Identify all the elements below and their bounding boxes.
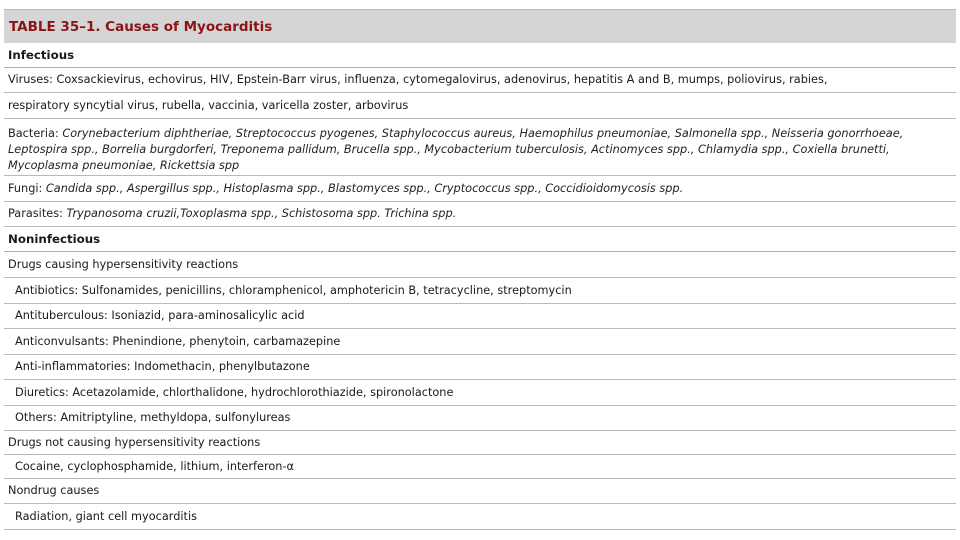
row-anti-inflammatories: Anti-inflammatories: Indomethacin, phenylbutazone: [4, 355, 956, 380]
row-parasites: [4, 202, 956, 227]
table-title-bar: [4, 9, 956, 43]
row-fungi: [4, 176, 956, 202]
parasites-list: Trypanosoma cruzii,Toxoplasma spp., Schistosoma spp. Trichina spp.: [66, 207, 457, 220]
myocarditis-table: [4, 9, 956, 530]
row-nondrug-causes: Nondrug causes: [4, 479, 956, 504]
section-infectious: Infectious: [4, 43, 956, 68]
section-noninfectious: Noninfectious: [4, 227, 956, 252]
table-title: TABLE 35–1. Causes of Myocarditis: [9, 18, 273, 35]
fungi-label: Fungi:: [8, 182, 46, 195]
row-drugs-not-hypersensitivity: Drugs not causing hypersensitivity reactions: [4, 431, 956, 455]
row-cocaine: Cocaine, cyclophosphamide, lithium, interferon-α: [4, 455, 956, 479]
row-viruses-line1: Viruses: Coxsackievirus, echovirus, HIV, Epstein-Barr virus, influenza, cytomegalovirus, adenovirus, hepatitis A and B, mumps, poliovirus, rabies,: [4, 68, 956, 93]
row-diuretics: Diuretics: Acetazolamide, chlorthalidone, hydrochlorothiazide, spironolactone: [4, 380, 956, 406]
row-radiation: Radiation, giant cell myocarditis: [4, 504, 956, 530]
bacteria-label: Bacteria:: [8, 127, 63, 140]
row-viruses-line2: respiratory syncytial virus, rubella, vaccinia, varicella zoster, arbovirus: [4, 93, 956, 119]
row-bacteria: [4, 119, 956, 176]
fungi-list: Candida spp., Aspergillus spp., Histoplasma spp., Blastomyces spp., Cryptococcus spp., Coccidioidomycosis spp.: [45, 182, 684, 195]
bacteria-list: Corynebacterium diphtheriae, Streptococcus pyogenes, Staphylococcus aureus, Haemophilus pneumoniae, Salmonella spp., Neisseria gonorrhoeae, Leptospira spp., Borrelia burgdorferi, Treponema pallidum, Brucella spp., Mycobacterium tuberculosis, Actinomyces spp., Chlamydia spp., Coxiella brunetti, Mycoplasma pneumoniae, Rickettsia spp: [8, 127, 904, 172]
row-drugs-hypersensitivity: Drugs causing hypersensitivity reactions: [4, 252, 956, 278]
row-antibiotics: Antibiotics: Sulfonamides, penicillins, chloramphenicol, amphotericin B, tetracycline, streptomycin: [4, 278, 956, 304]
row-others: Others: Amitriptyline, methyldopa, sulfonylureas: [4, 406, 956, 431]
parasites-label: Parasites:: [8, 207, 67, 220]
row-anticonvulsants: Anticonvulsants: Phenindione, phenytoin, carbamazepine: [4, 329, 956, 355]
row-antituberculous: Antituberculous: Isoniazid, para-aminosalicylic acid: [4, 304, 956, 329]
